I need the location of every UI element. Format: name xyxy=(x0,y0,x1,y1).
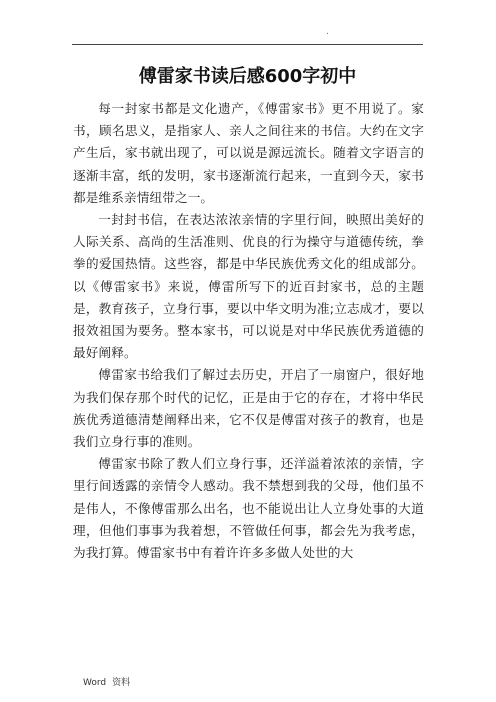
document-title: 傅雷家书读后感600字初中 xyxy=(138,66,357,87)
page-footer xyxy=(83,675,130,688)
paragraph: 一封封书信，在表达浓浓亲情的字里行间，映照出美好的人际关系、高尚的生活准则、优良的行为操守与道德传统，拳拳的爱国热情。这些容，都是中华民族优秀文化的组成部分。以《傅雷家书》来说，傅雷所写下的近百封家书，总的主题是，教育孩子，立身行事，要以中华文明为准;立志成才，要以报效祖国为要务。整本家书，可以说是对中华民族优秀道德的最好阐释。 xyxy=(73,212,424,361)
footer-label: 资料 xyxy=(112,678,131,688)
paragraph: 每一封家书都是文化遗产，《傅雷家书》更不用说了。家书，顾名思义，是指家人、亲人之间往来的书信。大约在文字产生后，家书就出现了，可以说是源远流长。随着文字语言的逐渐丰富，纸的发明，家书逐渐流行起来，一直到今天，家书都是维系亲情纽带之一。 xyxy=(73,101,424,205)
document-body xyxy=(73,98,424,564)
paragraph: 傅雷家书给我们了解过去历史，开启了一扇窗户，很好地为我们保存那个时代的记忆，正是由于它的存在，才将中华民族优秀道德清楚阐释出来，它不仅是傅雷对孩子的教育，也是我们立身行事的准则。 xyxy=(73,367,424,450)
footer-app-name: Word xyxy=(83,678,107,688)
header-mark: . xyxy=(326,27,329,37)
paragraph: 傅雷家书除了教人们立身行事，还洋溢着浓浓的亲情，字里行间透露的亲情令人感动。我不禁想到我的父母，他们虽不是伟人，不像傅雷那么出名，也不能说出让人立身处事的大道理，但他们事事为我着想，不管做任何事，都会先为我考虑，为我打算。傅雷家书中有着许许多多做人处世的大 xyxy=(73,456,424,561)
header-rule xyxy=(72,44,423,45)
